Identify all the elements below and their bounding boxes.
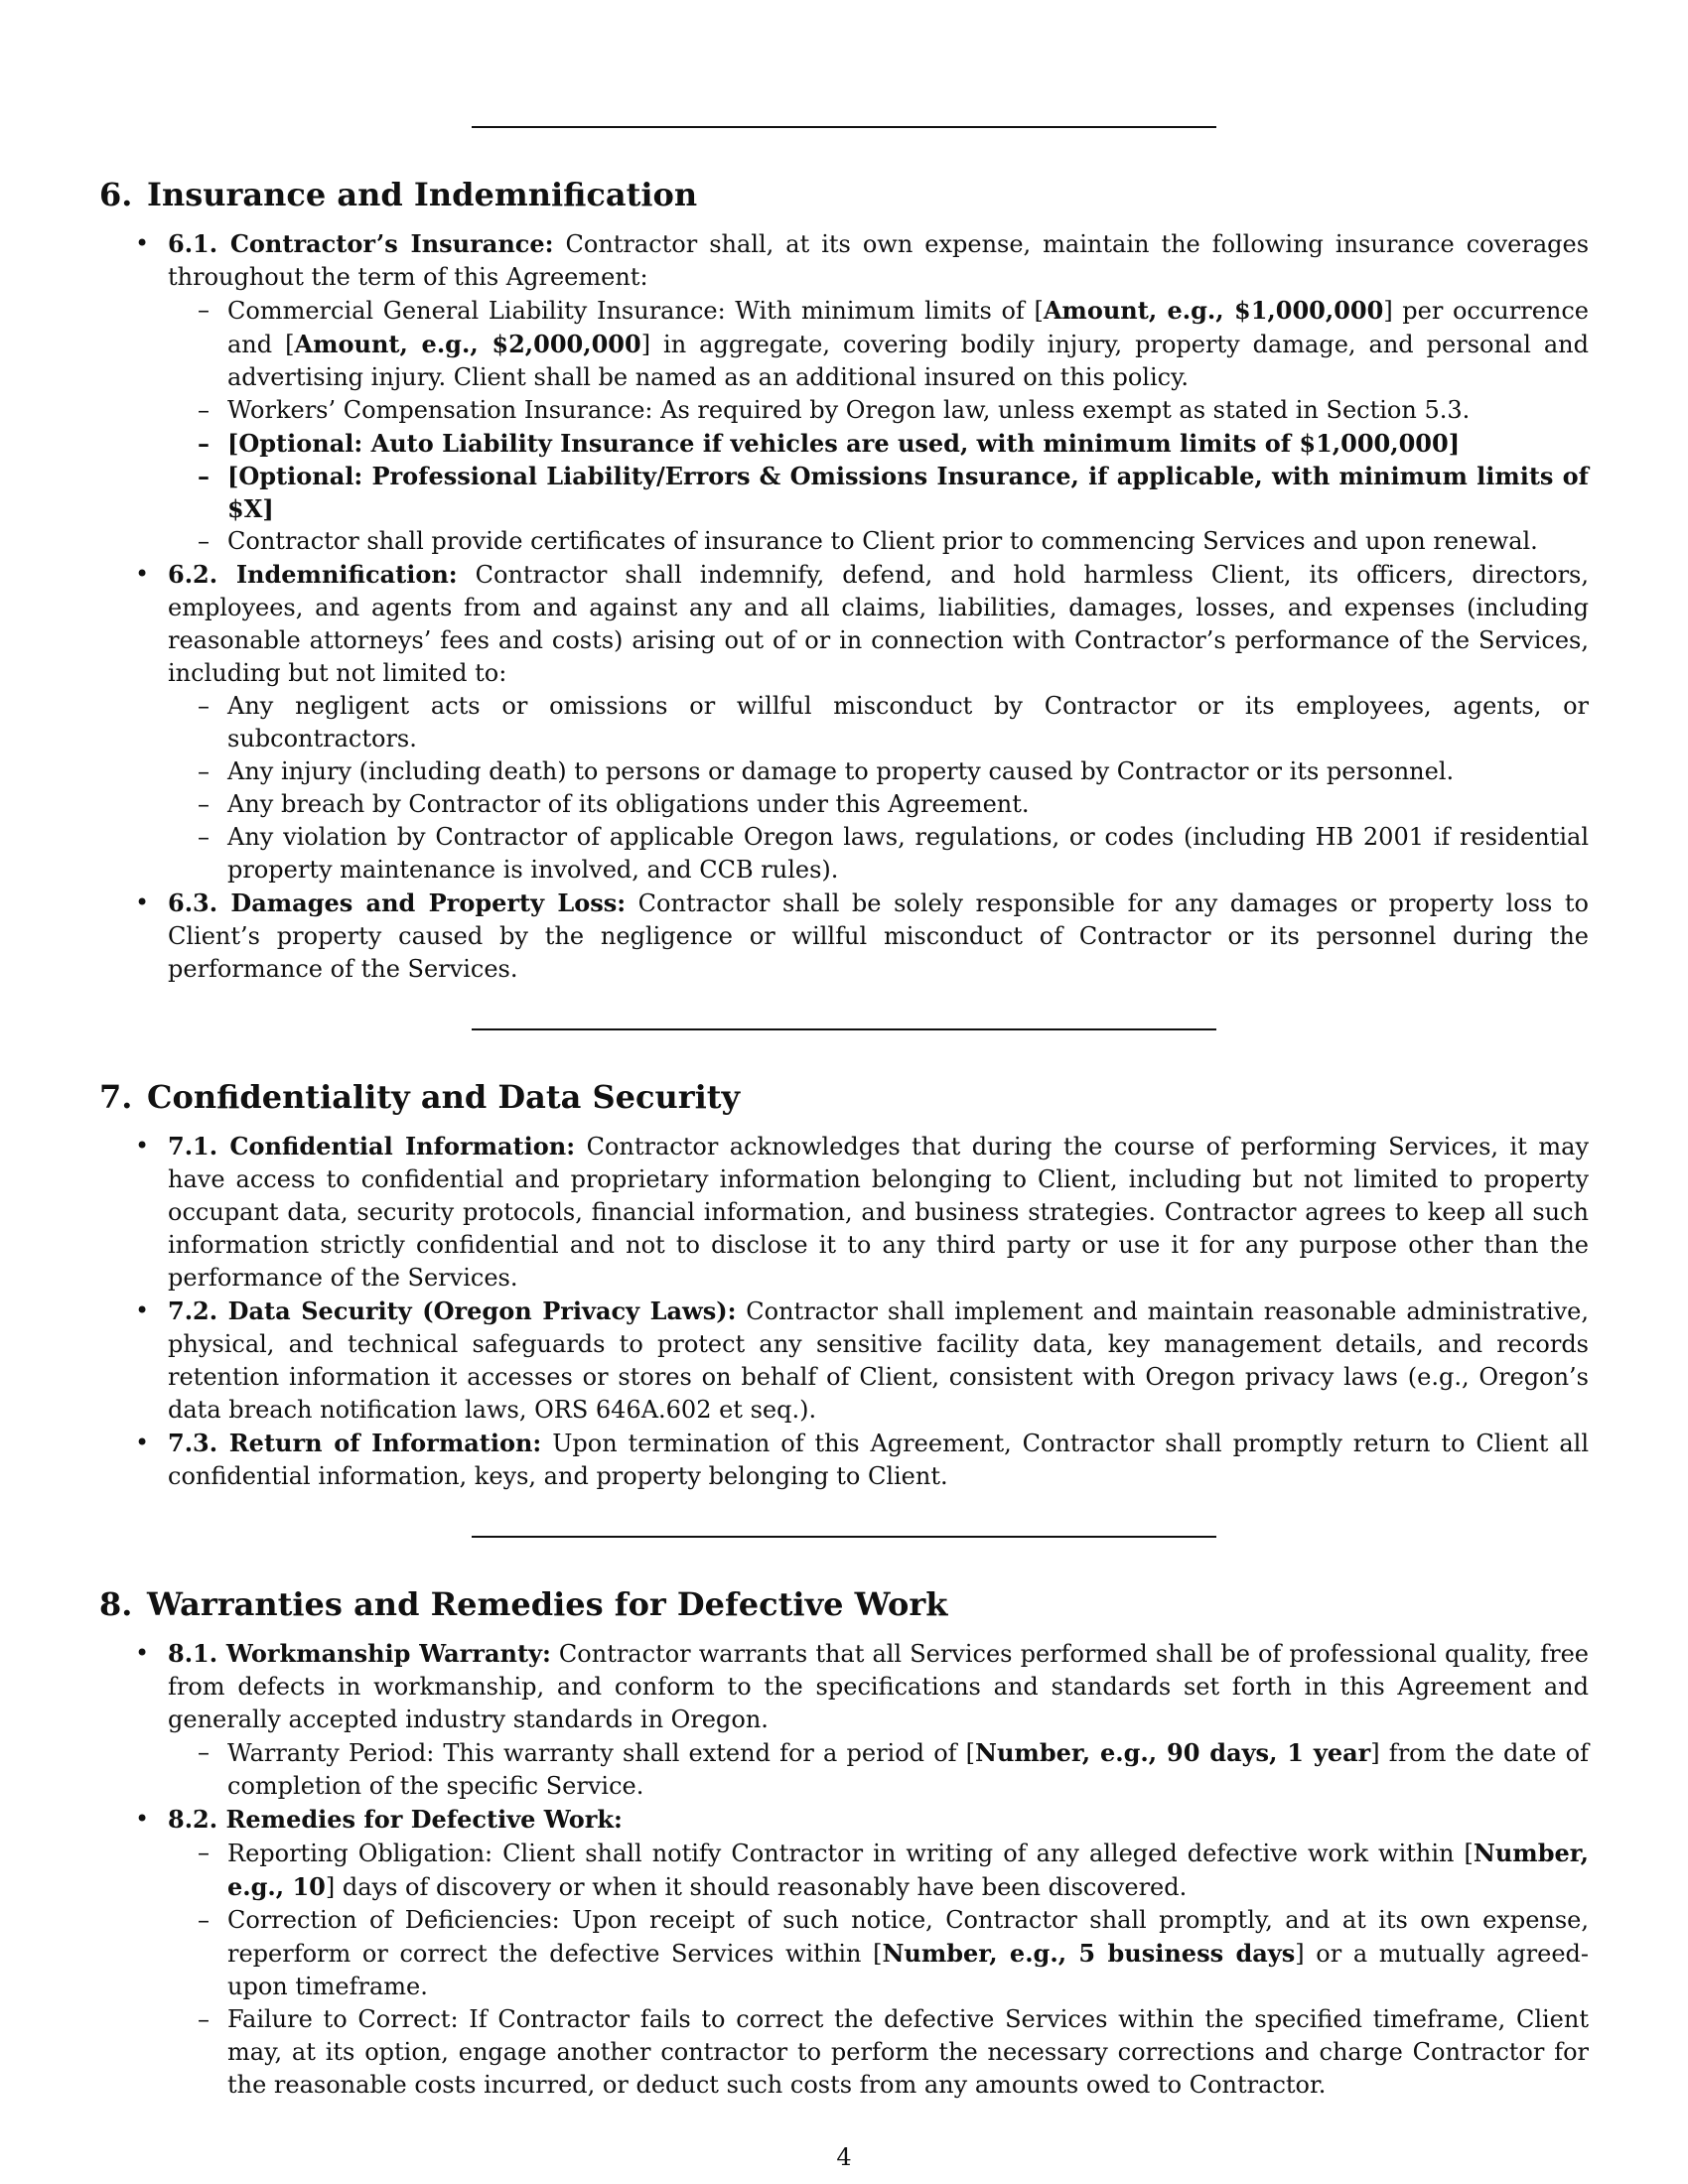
clause-item [99, 1427, 1589, 1493]
sub-clause-item [168, 460, 1589, 525]
sub-clause-text: ] per occurrence and [ [227, 297, 1590, 358]
clause-label: 7.3. Return of Information: [168, 1429, 542, 1457]
sub-clause-item [168, 755, 1589, 788]
clause-label: 6.2. Indemnification: [168, 560, 458, 589]
sub-clause-text: Any breach by Contractor of its obligations under this Agreement. [227, 790, 1030, 818]
dash-icon: – [198, 429, 210, 458]
sub-clause-item [168, 525, 1589, 558]
section-title: Warranties and Remedies for Defective Work [147, 1585, 948, 1623]
clause-list [99, 227, 1589, 986]
dash-icon: – [198, 692, 210, 720]
section-heading [99, 174, 1589, 215]
bullet-icon: • [135, 1132, 150, 1160]
placeholder-value: Amount, e.g., $2,000,000 [294, 330, 641, 358]
dash-icon: – [198, 1738, 210, 1766]
sub-clause-text: Any negligent acts or omissions or willful misconduct by Contractor or its employees, agents, or subcontractors. [227, 692, 1589, 752]
sub-clause-list [168, 294, 1589, 558]
dash-icon: – [198, 527, 210, 555]
sub-clause-text: Any injury (including death) to persons or damage to property caused by Contractor or its personnel. [227, 757, 1455, 785]
section-title: Confidentiality and Data Security [147, 1078, 741, 1116]
clause-text: Upon termination of this Agreement, Contractor shall promptly return to Client all confidential information, keys, and property belonging to Client. [168, 1430, 1589, 1490]
clause-item [99, 1295, 1589, 1427]
sub-clause-item [168, 2003, 1589, 2102]
sub-clause-text: Warranty Period: This warranty shall extend for a period of [ [227, 1739, 976, 1767]
dash-icon: – [198, 823, 210, 851]
placeholder-value: Number, e.g., 90 days, 1 year [975, 1738, 1371, 1767]
document-page [99, 0, 1589, 2102]
sub-clause-item [168, 821, 1589, 887]
sub-clause-text: ] in aggregate, covering bodily injury, property damage, and personal and advertising injury. Client shall be named as an additional insured on this policy. [227, 331, 1590, 391]
clause-text: Contractor shall indemnify, defend, and hold harmless Client, its officers, directors, employees, and agents from and against any and all claims, liabilities, damages, losses, and expenses (including reasonable attorneys’ fees and costs) arising out of or in connection with Contractor’s performance of the Services, including but not limited to: [168, 561, 1589, 687]
page-number: 4 [836, 2143, 852, 2171]
sub-clause-item [168, 1837, 1589, 1904]
bullet-icon: • [135, 560, 150, 588]
placeholder-value: Number, e.g., 10 [227, 1839, 1589, 1901]
sub-clause-text: [Optional: Auto Liability Insurance if vehicles are used, with minimum limits of $1,000,000] [227, 429, 1461, 458]
clause-text: Contractor shall be solely responsible for any damages or property loss to Client’s property caused by the negligence or willful misconduct of Contractor or its personnel during the performance of the Services. [168, 889, 1589, 983]
sub-clause-text: Workers’ Compensation Insurance: As required by Oregon law, unless exempt as stated in Section 5.3. [227, 396, 1471, 424]
horizontal-rule [472, 1028, 1216, 1030]
dash-icon: – [198, 2005, 210, 2033]
clause-text: Contractor warrants that all Services performed shall be of professional quality, free from defects in workmanship, and conform to the specifications and standards set forth in this Agreement and generally accepted industry standards in Oregon. [168, 1640, 1590, 1733]
sub-clause-list [168, 1837, 1589, 2102]
placeholder-value: Amount, e.g., $1,000,000 [1043, 296, 1384, 325]
sub-clause-text: [Optional: Professional Liability/Errors & Omissions Insurance, if applicable, with minimum limits of $X] [227, 462, 1589, 523]
clause-item [99, 887, 1589, 986]
clause-list [99, 1637, 1589, 2102]
clause-text: Contractor shall implement and maintain reasonable administrative, physical, and technical safeguards to protect any sensitive facility data, key management details, and records retention information it accesses or stores on behalf of Client, consistent with Oregon privacy laws (e.g., Oregon’s data breach notification laws, ORS 646A.602 et seq.). [168, 1297, 1590, 1424]
clause-item [99, 1803, 1589, 2102]
sub-clause-text: Any violation by Contractor of applicable Oregon laws, regulations, or codes (including HB 2001 if residential property maintenance is involved, and CCB rules). [227, 823, 1589, 884]
sub-clause-item [168, 690, 1589, 755]
dash-icon: – [198, 1906, 210, 1934]
clause-label: 8.2. Remedies for Defective Work: [168, 1805, 623, 1834]
section-heading [99, 1583, 1589, 1625]
clause-item [99, 558, 1589, 887]
dash-icon: – [198, 757, 210, 785]
clause-item [99, 227, 1589, 558]
clause-text: Contractor acknowledges that during the course of performing Services, it may have access to confidential and proprietary information belonging to Client, including but not limited to property occupant data, security protocols, financial information, and business strategies. Contractor agrees to keep all such information strictly confidential and not to disclose it to any third party or use it for any purpose other than the performance of the Services. [168, 1133, 1589, 1292]
clause-label: 7.1. Confidential Information: [168, 1132, 576, 1160]
sub-clause-text: ] from the date of completion of the specific Service. [227, 1739, 1589, 1800]
clause-item [99, 1130, 1589, 1295]
bullet-icon: • [135, 1805, 150, 1833]
sub-clause-list [168, 690, 1589, 887]
section-title: Insurance and Indemnification [147, 176, 698, 213]
sub-clause-item [168, 294, 1589, 394]
horizontal-rule [472, 126, 1216, 128]
dash-icon: – [198, 396, 210, 424]
section-heading [99, 1076, 1589, 1118]
clause-label: 7.2. Data Security (Oregon Privacy Laws): [168, 1297, 737, 1325]
sub-clause-text: Correction of Deficiencies: Upon receipt of such notice, Contractor shall promptly, and at its own expense, reperform or correct the defective Services within [ [227, 1906, 1589, 1968]
bullet-icon: • [135, 1639, 150, 1667]
sub-clause-text: Contractor shall provide certificates of insurance to Client prior to commencing Services and upon renewal. [227, 527, 1538, 555]
dash-icon: – [198, 790, 210, 818]
sub-clause-item [168, 1736, 1589, 1803]
clause-list [99, 1130, 1589, 1493]
sub-clause-item [168, 788, 1589, 821]
section-number: 7. [99, 1078, 133, 1116]
clause-item [99, 1637, 1589, 1803]
section-number: 6. [99, 176, 133, 213]
sub-clause-text: ] or a mutually agreed-upon timeframe. [227, 1940, 1590, 2000]
bullet-icon: • [135, 1297, 150, 1324]
sub-clause-text: Failure to Correct: If Contractor fails to correct the defective Services within the specified timeframe, Client may, at its option, engage another contractor to perform the necessary corrections and charge Contractor for the reasonable costs incurred, or deduct such costs from any amounts owed to Contractor. [227, 2005, 1589, 2099]
horizontal-rule [472, 1536, 1216, 1538]
sub-clause-list [168, 1736, 1589, 1803]
sub-clause-text: Commercial General Liability Insurance: With minimum limits of [ [227, 297, 1044, 325]
clause-label: 6.3. Damages and Property Loss: [168, 888, 627, 917]
clause-label: 6.1. Contractor’s Insurance: [168, 229, 554, 258]
bullet-icon: • [135, 229, 150, 257]
clause-label: 8.1. Workmanship Warranty: [168, 1639, 551, 1668]
dash-icon: – [198, 296, 210, 324]
bullet-icon: • [135, 888, 150, 916]
sub-clause-item [168, 427, 1589, 460]
section-number: 8. [99, 1585, 133, 1623]
sub-clause-text: Reporting Obligation: Client shall notify Contractor in writing of any alleged defective work within [ [227, 1840, 1474, 1867]
sub-clause-text: ] days of discovery or when it should reasonably have been discovered. [325, 1873, 1188, 1901]
dash-icon: – [198, 462, 210, 490]
sub-clause-item [168, 394, 1589, 427]
sub-clause-item [168, 1904, 1589, 2003]
placeholder-value: Number, e.g., 5 business days [882, 1939, 1296, 1968]
clause-text: Contractor shall, at its own expense, maintain the following insurance coverages throughout the term of this Agreement: [168, 230, 1590, 291]
dash-icon: – [198, 1839, 210, 1866]
bullet-icon: • [135, 1429, 150, 1456]
